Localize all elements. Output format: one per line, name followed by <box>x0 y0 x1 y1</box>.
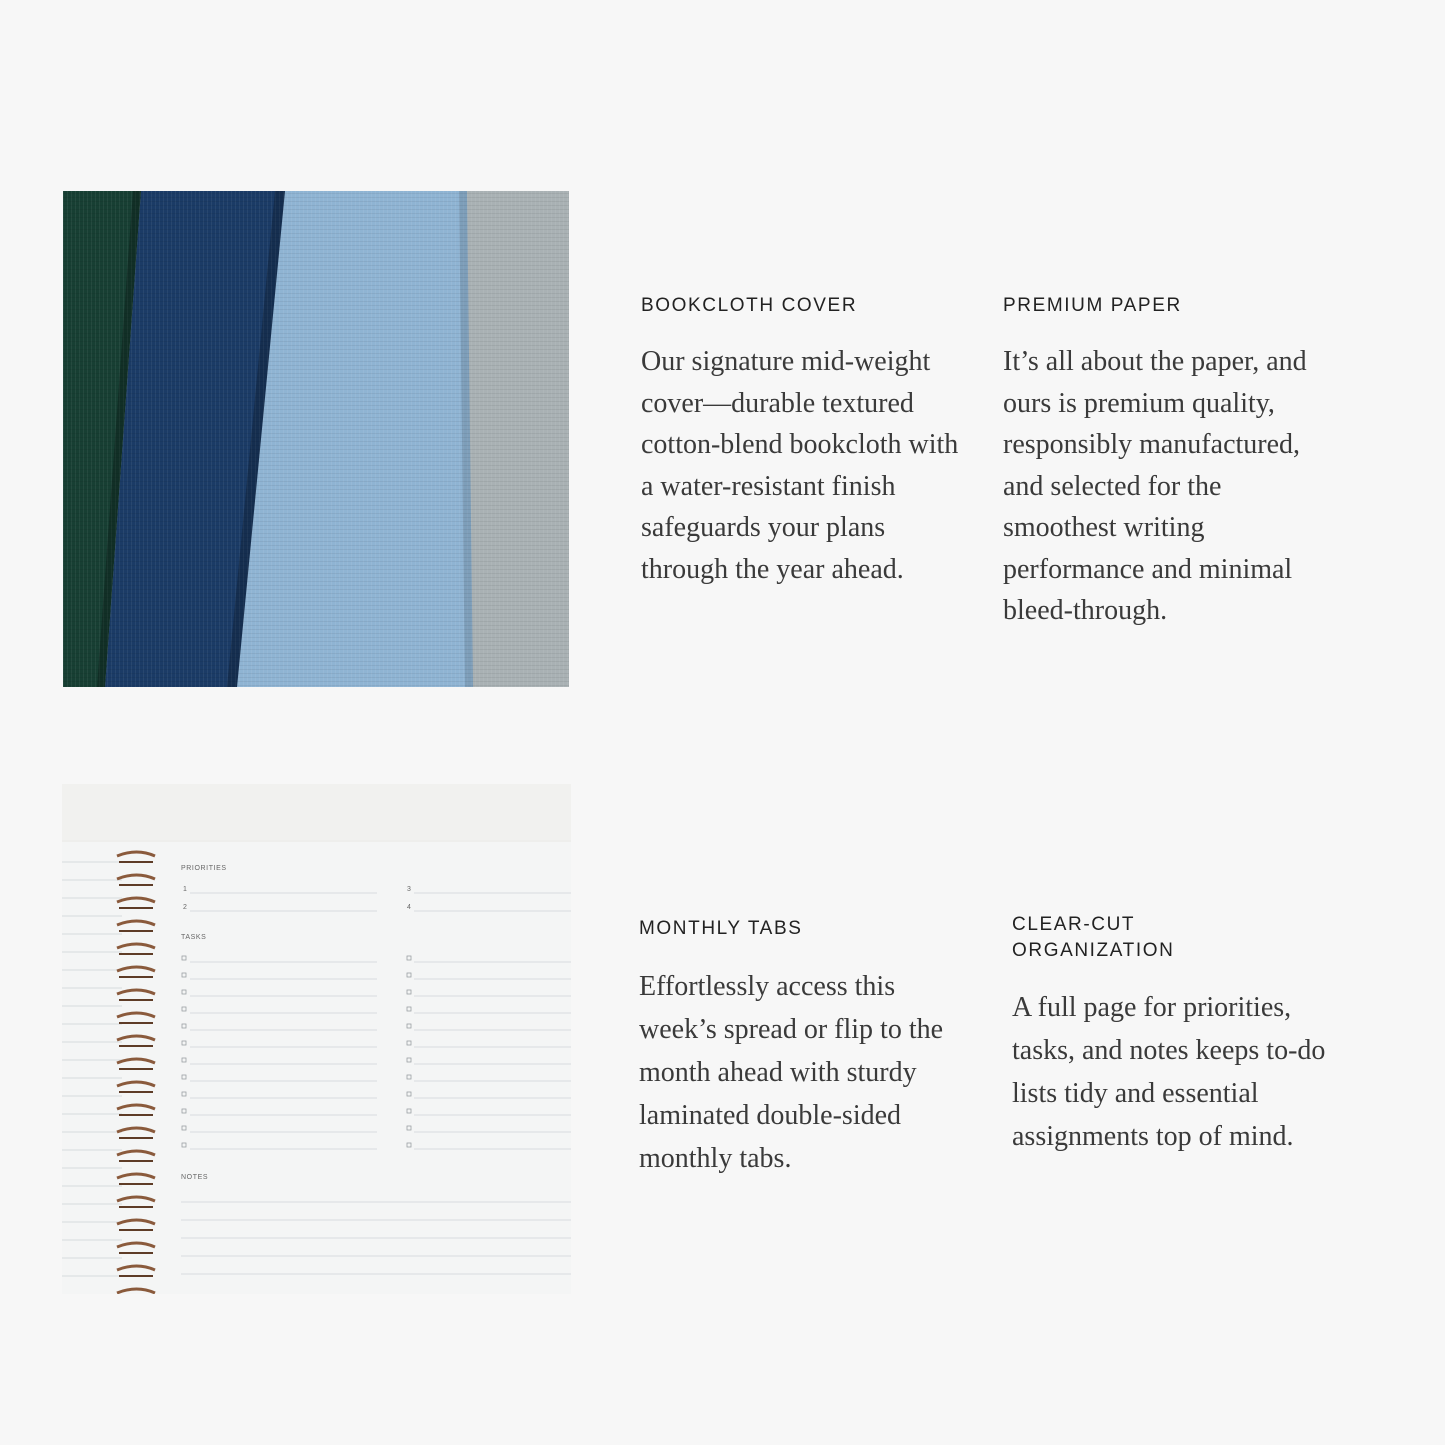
notebook-page-photo <box>62 784 571 1294</box>
notes-label: NOTES <box>181 1174 209 1181</box>
priority-number-1: 1 <box>183 886 188 893</box>
priorities-label: PRIORITIES <box>181 865 227 872</box>
feature-body-clear-cut-organization: A full page for priorities, tasks, and notes keeps to-do lists tidy and essential assignments top of mind. <box>1012 992 1326 1152</box>
feature-body-premium-paper: It’s all about the paper, and ours is premium quality, responsibly manufactured, and selected for the smoothest writing performance and minimal bleed-through. <box>1003 346 1307 626</box>
feature-body-bookcloth-cover: Our signature mid-weight cover—durable textured cotton-blend bookcloth with a water-resistant finish safeguards your plans through the year ahead. <box>641 346 959 585</box>
priority-number-3: 3 <box>407 886 412 893</box>
tasks-label: TASKS <box>181 934 207 941</box>
priority-number-2: 2 <box>183 904 188 911</box>
feature-body-monthly-tabs: Effortlessly access this week’s spread or flip to the month ahead with sturdy laminated double-sided monthly tabs. <box>639 971 944 1174</box>
bookcloth-swatches-illustration <box>63 191 569 687</box>
notebook-page-illustration <box>62 784 571 1294</box>
feature-heading-premium-paper: PREMIUM PAPER <box>1003 295 1182 316</box>
feature-heading-monthly-tabs: MONTHLY TABS <box>639 918 803 939</box>
feature-heading-clear-cut-organization: CLEAR-CUT ORGANIZATION <box>1012 914 1175 961</box>
priority-number-4: 4 <box>407 904 412 911</box>
feature-heading-bookcloth-cover: BOOKCLOTH COVER <box>641 295 858 316</box>
bookcloth-cover-photo <box>63 191 569 687</box>
